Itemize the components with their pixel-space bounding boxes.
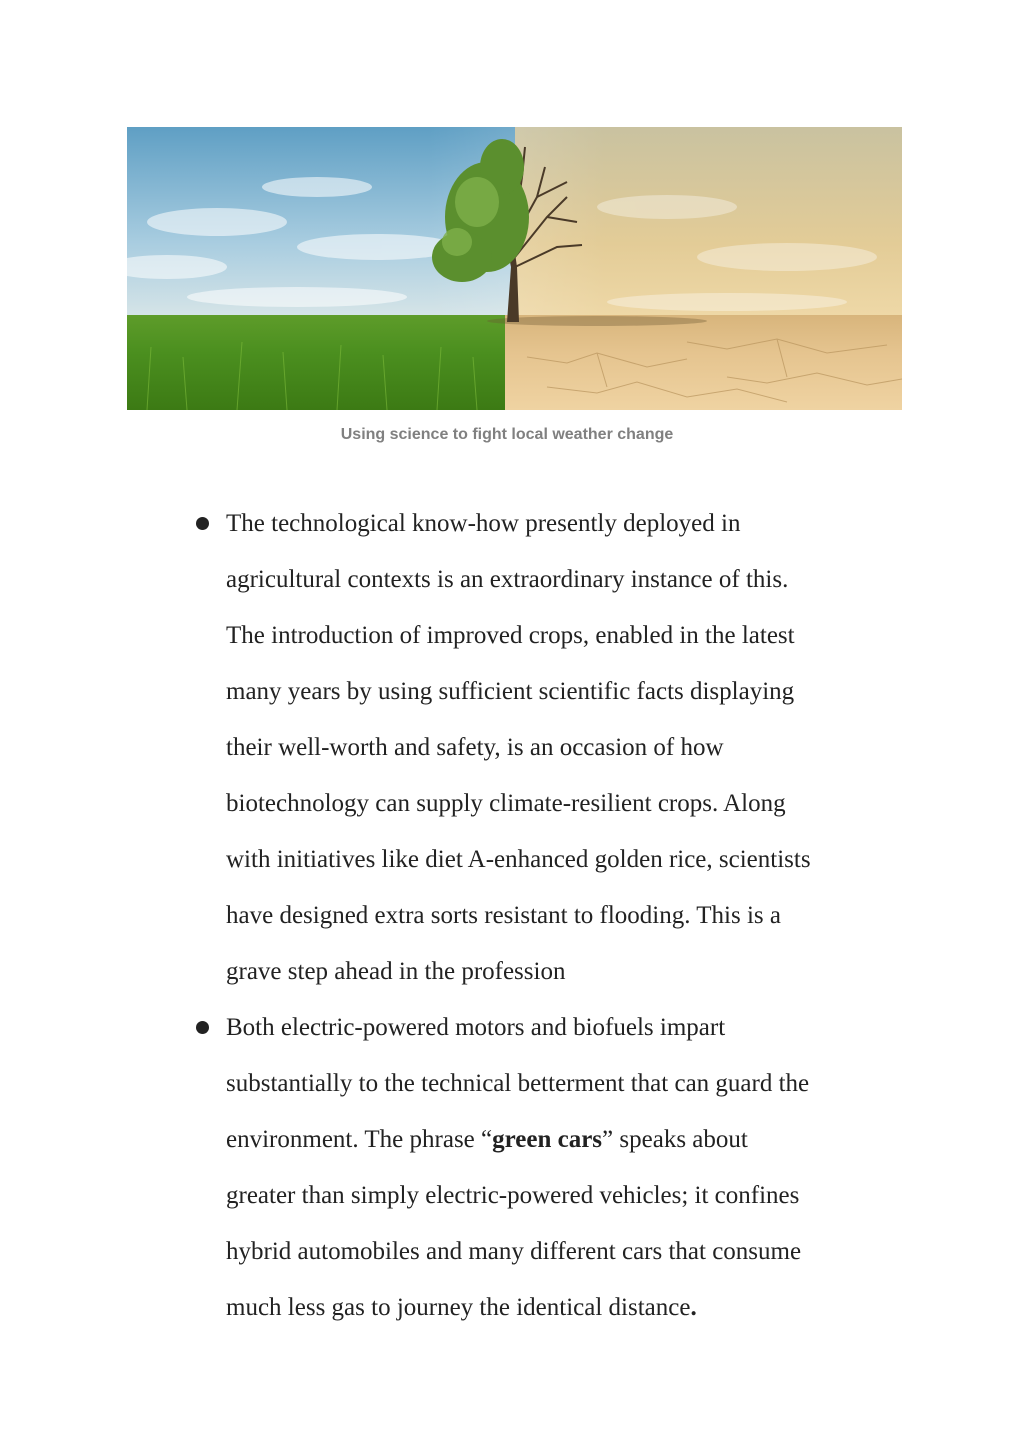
bullet-icon <box>196 517 209 530</box>
text-segment: much less gas to journey the identical distance <box>226 1294 691 1321</box>
paragraph-line: hybrid automobiles and many different cars that consume <box>226 1238 802 1265</box>
text-segment: environment. The phrase “ <box>226 1126 493 1153</box>
paragraph-line: agricultural contexts is an extraordinary instance of this. <box>226 566 789 593</box>
paragraph-line: have designed extra sorts resistant to flooding. This is a <box>226 902 781 929</box>
paragraph-line: grave step ahead in the profession <box>226 958 566 985</box>
text-segment: ” speaks about <box>602 1126 748 1153</box>
bold-period: . <box>690 1294 697 1321</box>
paragraph-line: biotechnology can supply climate-resilient crops. Along <box>226 790 786 817</box>
bold-term-green-cars: green cars <box>492 1126 603 1153</box>
paragraph-line <box>226 1112 914 1168</box>
figure-caption: Using science to fight local weather change <box>340 426 674 443</box>
hero-image <box>127 127 902 410</box>
bullet-icon <box>196 1021 209 1034</box>
paragraph-line: The technological know-how presently deployed in <box>226 510 741 537</box>
paragraph-line: many years by using sufficient scientific facts displaying <box>226 678 795 705</box>
paragraph-line: substantially to the technical betterment that can guard the <box>226 1070 810 1097</box>
list-item <box>0 496 1024 1000</box>
bullet-list <box>0 496 1024 1336</box>
paragraph-line: Both electric-powered motors and biofuels impart <box>226 1014 726 1041</box>
paragraph-line: The introduction of improved crops, enabled in the latest <box>226 622 795 649</box>
list-item <box>0 1000 1024 1336</box>
paragraph-line <box>226 1280 914 1336</box>
paragraph-line: with initiatives like diet A-enhanced golden rice, scientists <box>226 846 811 873</box>
paragraph-line: their well-worth and safety, is an occasion of how <box>226 734 724 761</box>
paragraph-line: greater than simply electric-powered vehicles; it confines <box>226 1182 800 1209</box>
